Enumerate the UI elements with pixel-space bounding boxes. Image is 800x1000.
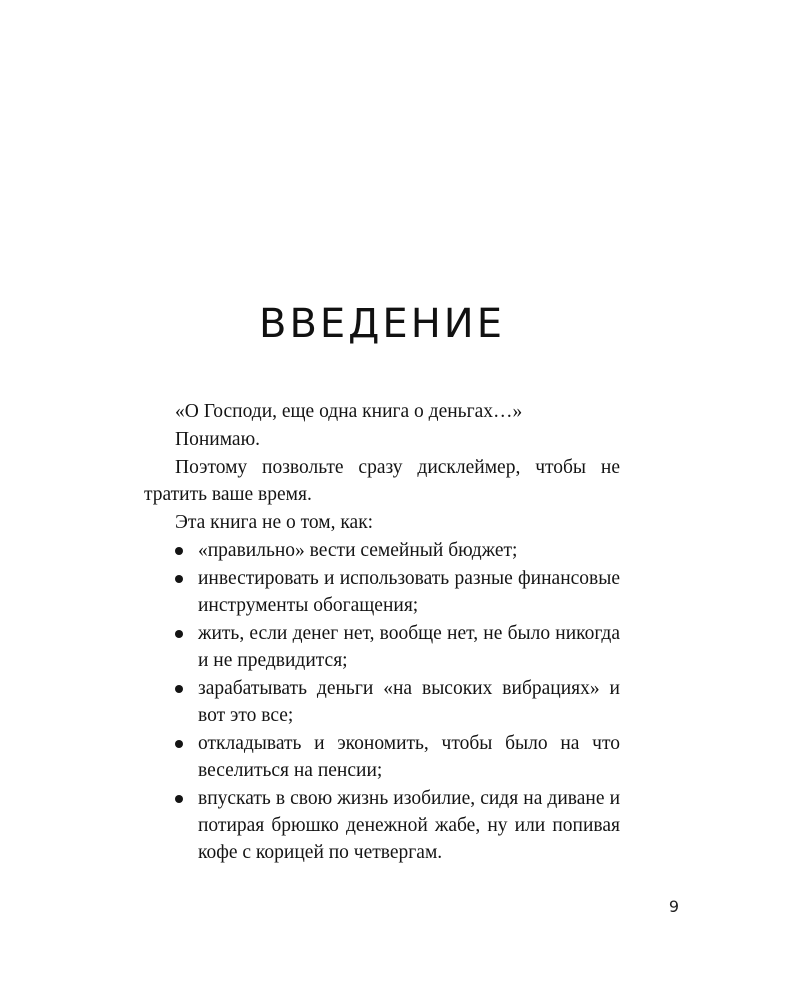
bullet-item <box>144 537 620 564</box>
bullet-text: «правильно» вести семейный бюджет; <box>198 540 518 561</box>
bullet-list <box>144 537 620 866</box>
bullet-text: инвестировать и использовать разные финансовые инструменты обогащения; <box>198 568 620 616</box>
bullet-dot-icon <box>175 795 183 803</box>
bullet-item <box>144 785 620 866</box>
bullet-text: откладывать и экономить, чтобы было на что веселиться на пенсии; <box>198 733 620 781</box>
paragraph: «О Господи, еще одна книга о деньгах…» <box>175 401 523 422</box>
bullet-item <box>144 620 620 674</box>
page-number: 9 <box>668 897 680 916</box>
paragraph: Понимаю. <box>175 429 261 450</box>
chapter-title: ВВЕДЕНИЕ <box>259 301 505 347</box>
bullet-item <box>144 675 620 729</box>
bullet-dot-icon <box>175 547 183 555</box>
bullet-dot-icon <box>175 740 183 748</box>
body-text <box>144 398 620 867</box>
bullet-dot-icon <box>175 685 183 693</box>
paragraph: Эта книга не о том, как: <box>175 512 374 533</box>
bullet-text: зарабатывать деньги «на высоких вибрациях» и вот это все; <box>198 678 620 726</box>
bullet-dot-icon <box>175 575 183 583</box>
bullet-item <box>144 565 620 619</box>
bullet-dot-icon <box>175 630 183 638</box>
bullet-item <box>144 730 620 784</box>
bullet-text: впускать в свою жизнь изобилие, сидя на диване и потирая брюшко денежной жабе, ну или попивая кофе с корицей по четвергам. <box>198 788 620 863</box>
bullet-text: жить, если денег нет, вообще нет, не было никогда и не предвидится; <box>198 623 620 671</box>
paragraph: Поэтому позвольте сразу дисклеймер, чтобы не тратить ваше время. <box>144 457 620 505</box>
